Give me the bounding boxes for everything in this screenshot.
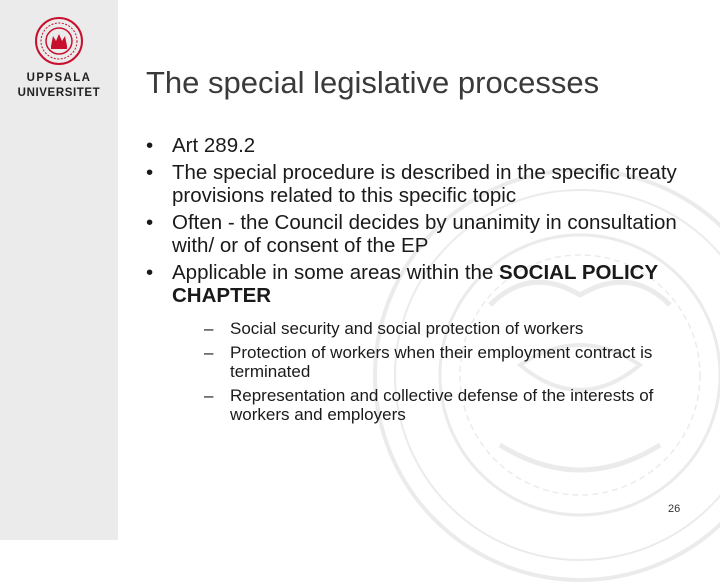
bullet-marker: • [146, 161, 154, 184]
sub-bullet-item [204, 386, 691, 425]
bullet-item [146, 261, 691, 425]
bullet-text: The special procedure is described in the specific treaty provisions related to this specific topic [172, 161, 677, 207]
bullet-list [146, 134, 691, 429]
bullet-marker: • [146, 134, 154, 157]
dash-marker: – [204, 385, 214, 405]
logo-line-2: UNIVERSITET [17, 87, 101, 99]
bullet-marker: • [146, 211, 154, 234]
university-seal-icon [34, 16, 84, 66]
logo-line-1: UPPSALA [26, 72, 92, 84]
sub-bullet-list [204, 319, 691, 425]
page-number: 26 [668, 503, 681, 515]
sub-bullet-item [204, 319, 691, 339]
bullet-item [146, 134, 691, 157]
dash-marker: – [204, 342, 214, 362]
sub-bullet-text: Social security and social protection of workers [230, 319, 584, 338]
dash-marker: – [204, 319, 214, 338]
bullet-bold-text: SOCIAL POLICY CHAPTER [172, 261, 658, 307]
sidebar [0, 0, 118, 540]
bullet-text: Often - the Council decides by unanimity in consultation with/ or of consent of the EP [172, 211, 677, 257]
sub-bullet-item [204, 343, 691, 382]
slide-title: The special legislative processes [146, 65, 600, 100]
bullet-marker: • [146, 261, 154, 284]
sub-bullet-text: Representation and collective defense of the interests of workers and employers [230, 385, 654, 424]
bullet-item [146, 161, 691, 207]
sub-bullet-text: Protection of workers when their employment contract is terminated [230, 342, 653, 381]
bullet-text: Applicable in some areas within the [172, 261, 500, 284]
bullet-item [146, 211, 691, 257]
bullet-text: Art 289.2 [172, 134, 256, 157]
